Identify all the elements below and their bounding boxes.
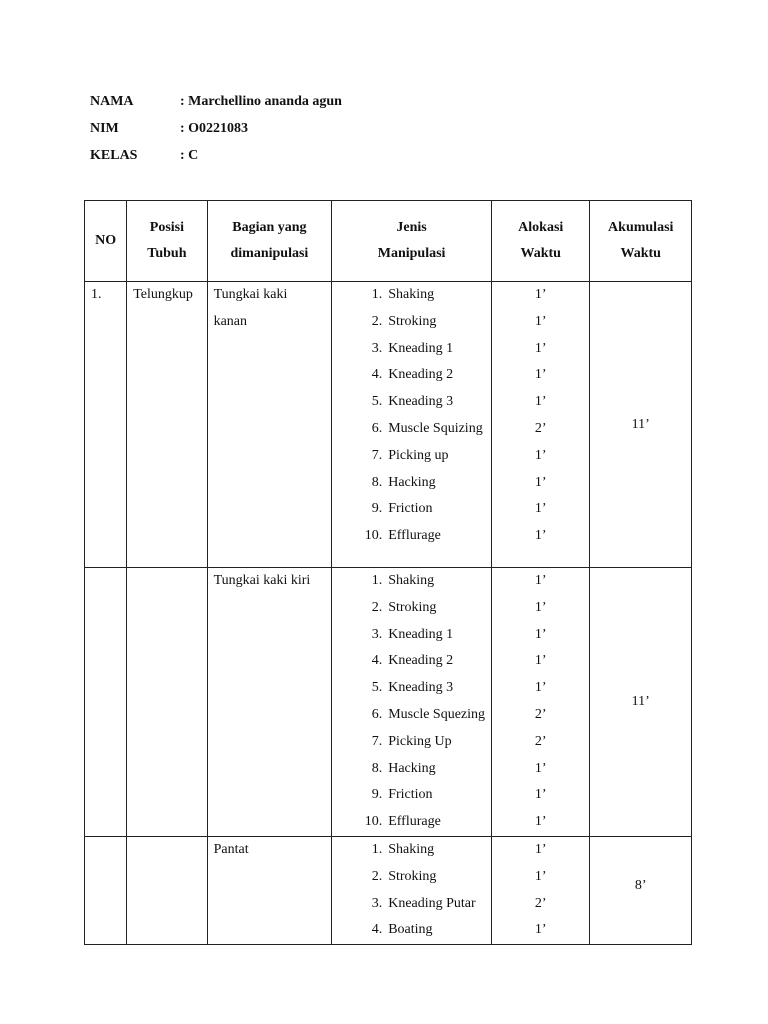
list-item: 5. Kneading 3 xyxy=(371,680,454,696)
row-bagian: Tungkai kaki kanan xyxy=(207,282,332,568)
list-item: 3. Kneading 1 xyxy=(371,340,454,356)
row-posisi xyxy=(127,568,207,837)
list-item: 2. Stroking xyxy=(371,868,437,884)
list-item: 2. Stroking xyxy=(371,599,437,615)
student-info xyxy=(90,92,342,173)
list-item: 10. Efflurage xyxy=(364,814,441,830)
row-posisi: Telungkup xyxy=(127,282,207,568)
nim-value: : O0221083 xyxy=(180,121,249,136)
list-item: 2. Stroking xyxy=(371,313,437,329)
row-no xyxy=(85,568,127,837)
list-item: 10. Efflurage xyxy=(364,528,441,544)
class-row xyxy=(90,146,342,173)
header-no: NO xyxy=(85,201,127,282)
list-item: 6. Muscle Squizing xyxy=(371,420,483,436)
header-alokasi: Alokasi Waktu xyxy=(491,201,589,282)
row-jenis xyxy=(332,568,492,837)
row-alokasi: 1’ 1’ 2’ 1’ xyxy=(491,836,589,944)
row-no xyxy=(85,836,127,944)
name-row xyxy=(90,92,342,119)
row-akumulasi: 11’ xyxy=(590,282,692,568)
table-row xyxy=(85,282,692,568)
list-item: 9. Friction xyxy=(371,787,433,803)
row-alokasi: 1’ 1’ 1’ 1’ 1’ 2’ 2’ 1’ 1’ 1’ xyxy=(491,568,589,837)
class-value: : C xyxy=(180,148,199,163)
row-jenis xyxy=(332,282,492,568)
row-no: 1. xyxy=(85,282,127,568)
list-item: 4. Kneading 2 xyxy=(371,367,454,383)
row-posisi xyxy=(127,836,207,944)
class-label: KELAS xyxy=(90,148,138,163)
header-bagian: Bagian yang dimanipulasi xyxy=(207,201,332,282)
list-item: 8. Hacking xyxy=(371,760,436,776)
row-jenis xyxy=(332,836,492,944)
nim-row xyxy=(90,119,342,146)
row-akumulasi: 11’ xyxy=(590,568,692,837)
row-bagian: Pantat xyxy=(207,836,332,944)
list-item: 5. Kneading 3 xyxy=(371,394,454,410)
list-item: 6. Muscle Squezing xyxy=(371,706,486,722)
row-bagian: Tungkai kaki kiri xyxy=(207,568,332,837)
header-akumulasi: Akumulasi Waktu xyxy=(590,201,692,282)
list-item: 4. Kneading 2 xyxy=(371,653,454,669)
row-akumulasi: 8’ xyxy=(590,836,692,944)
name-value: : Marchellino ananda agun xyxy=(180,94,342,109)
table-row xyxy=(85,568,692,837)
list-item: 3. Kneading 1 xyxy=(371,626,454,642)
list-item: 1. Shaking xyxy=(371,287,435,302)
massage-schedule-table xyxy=(84,200,692,945)
list-item: 7. Picking Up xyxy=(371,733,452,749)
list-item: 4. Boating xyxy=(371,922,433,938)
list-item: 9. Friction xyxy=(371,501,433,517)
list-item: 8. Hacking xyxy=(371,474,436,490)
list-item: 1. Shaking xyxy=(371,841,435,857)
table-header-row xyxy=(85,201,692,282)
name-label: NAMA xyxy=(90,94,134,109)
header-posisi: Posisi Tubuh xyxy=(127,201,207,282)
list-item: 1. Shaking xyxy=(371,573,435,588)
list-item: 7. Picking up xyxy=(371,447,449,463)
header-jenis: Jenis Manipulasi xyxy=(332,201,492,282)
table-row xyxy=(85,836,692,944)
list-item: 3. Kneading Putar xyxy=(371,895,476,911)
nim-label: NIM xyxy=(90,121,119,136)
row-alokasi: 1’ 1’ 1’ 1’ 1’ 2’ 1’ 1’ 1’ 1’ xyxy=(491,282,589,568)
